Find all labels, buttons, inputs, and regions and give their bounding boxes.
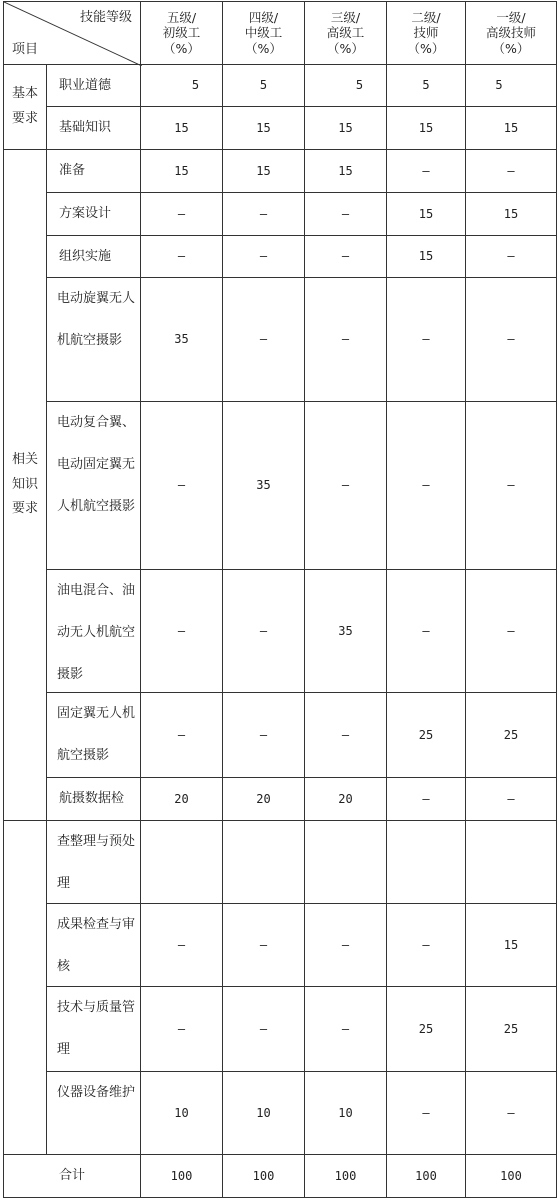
value-cell — [387, 693, 466, 778]
value-text: 25 — [418, 727, 434, 742]
value-text: 15 — [256, 163, 271, 178]
value-text: – — [422, 1105, 430, 1120]
value-text: 5 — [259, 78, 268, 93]
value-cell — [466, 150, 557, 193]
value-cell — [387, 987, 466, 1072]
item-label: 固定翼无人机航空摄影 — [57, 706, 136, 763]
value-text: 10 — [338, 1105, 353, 1120]
group-label-line: 要求 — [11, 111, 38, 126]
value-text: – — [341, 206, 350, 221]
value-text: 15 — [418, 206, 434, 221]
group-label-line: 知识 — [11, 476, 38, 492]
value-cell — [305, 107, 387, 150]
value-text: – — [422, 623, 430, 638]
item-label-cell — [47, 278, 141, 402]
value-cell — [387, 278, 466, 402]
value-text: 15 — [174, 163, 189, 178]
value-text: 15 — [418, 249, 434, 264]
item-label: 方案设计 — [59, 206, 112, 221]
value-text: 35 — [256, 478, 271, 493]
value-cell — [141, 987, 223, 1072]
value-text: 15 — [503, 120, 519, 135]
total-label: 合计 — [58, 1167, 85, 1183]
value-cell — [466, 1072, 557, 1155]
item-label-cell — [47, 693, 141, 778]
level-header-line: 五级/ — [166, 9, 197, 25]
value-text: – — [177, 1021, 186, 1036]
value-text: – — [507, 332, 515, 347]
total-value: 100 — [415, 1168, 437, 1183]
value-cell — [387, 904, 466, 987]
value-text: – — [507, 163, 515, 178]
item-label: 技术与质量管理 — [57, 1000, 136, 1057]
value-cell — [223, 107, 305, 150]
value-text: 5 — [495, 78, 503, 93]
value-cell — [305, 693, 387, 778]
header-corner-cell — [3, 1, 141, 65]
level-header-line: 二级/ — [411, 9, 441, 25]
value-cell — [305, 402, 387, 570]
value-text: 20 — [174, 791, 189, 806]
total-value: 100 — [252, 1168, 275, 1183]
value-cell — [141, 904, 223, 987]
total-value-cell — [141, 1155, 223, 1198]
item-label: 电动旋翼无人机航空摄影 — [57, 291, 136, 348]
level-header-line: 一级/ — [496, 9, 526, 25]
value-text: – — [259, 1021, 268, 1036]
value-text: 15 — [174, 120, 189, 135]
value-cell — [223, 150, 305, 193]
item-label: 电动复合翼、电动固定翼无人机航空摄影 — [57, 415, 136, 514]
value-cell — [223, 1072, 305, 1155]
value-text: – — [341, 249, 350, 264]
value-text: – — [177, 623, 186, 638]
value-cell — [387, 107, 466, 150]
value-text: – — [259, 937, 268, 952]
value-cell — [387, 570, 466, 693]
value-text: – — [341, 1021, 350, 1036]
value-cell — [305, 236, 387, 278]
value-cell — [141, 402, 223, 570]
total-value-cell — [387, 1155, 466, 1198]
item-label: 准备 — [59, 163, 86, 178]
item-label: 航摄数据检 — [59, 791, 125, 806]
group-cell-2 — [3, 150, 47, 821]
value-cell — [305, 821, 387, 904]
value-cell — [223, 821, 305, 904]
value-text: – — [422, 478, 430, 493]
value-cell — [223, 402, 305, 570]
group-label-line: 相关 — [11, 451, 38, 467]
value-cell — [387, 402, 466, 570]
level-header-line: （%） — [327, 40, 364, 56]
value-text: 35 — [338, 623, 353, 638]
value-cell — [141, 821, 223, 904]
value-text: – — [259, 623, 268, 638]
value-text: – — [259, 206, 268, 221]
corner-level-label: 技能等级 — [79, 10, 132, 25]
value-text: – — [177, 206, 186, 221]
value-text: – — [507, 249, 515, 264]
value-cell — [141, 65, 223, 107]
level-header-line: （%） — [407, 40, 445, 56]
corner-item-label: 项目 — [12, 41, 39, 57]
value-cell — [141, 236, 223, 278]
value-cell — [387, 1072, 466, 1155]
value-text: – — [177, 249, 186, 264]
group-label-line: 基本 — [11, 86, 38, 102]
total-value-cell — [466, 1155, 557, 1198]
item-label-cell — [47, 236, 141, 278]
value-cell — [223, 778, 305, 821]
value-text: 25 — [503, 727, 519, 742]
value-text: 5 — [422, 78, 430, 93]
value-text: 5 — [355, 78, 364, 93]
value-text: 35 — [174, 332, 189, 347]
level-header-line: 中级工 — [244, 25, 283, 41]
value-text: – — [341, 937, 350, 952]
item-label: 职业道德 — [59, 77, 112, 93]
value-text: 10 — [174, 1105, 189, 1120]
value-cell — [466, 987, 557, 1072]
value-cell — [466, 193, 557, 236]
value-text: 15 — [256, 120, 271, 135]
value-text: – — [507, 623, 515, 638]
item-label-cell — [47, 402, 141, 570]
level-header-2 — [223, 1, 305, 65]
value-cell — [305, 570, 387, 693]
value-cell — [466, 402, 557, 570]
value-text: 15 — [503, 937, 519, 952]
level-header-3 — [305, 1, 387, 65]
value-cell — [141, 1072, 223, 1155]
level-header-5 — [466, 1, 557, 65]
level-header-line: 初级工 — [162, 25, 201, 41]
value-text: 25 — [503, 1021, 519, 1036]
value-cell — [223, 693, 305, 778]
value-cell — [466, 278, 557, 402]
item-label-cell — [47, 1072, 141, 1155]
total-value: 100 — [500, 1168, 522, 1183]
value-cell — [305, 904, 387, 987]
value-cell — [305, 65, 387, 107]
value-cell — [305, 1072, 387, 1155]
value-text: – — [507, 791, 515, 806]
value-text: – — [259, 727, 268, 742]
level-header-line: 三级/ — [330, 9, 361, 25]
value-cell — [223, 987, 305, 1072]
item-label: 油电混合、油动无人机航空摄影 — [57, 583, 136, 682]
value-text: – — [422, 791, 430, 806]
total-value: 100 — [170, 1168, 193, 1183]
value-text: – — [507, 478, 515, 493]
item-label: 基础知识 — [59, 120, 112, 135]
value-text: – — [422, 937, 430, 952]
value-cell — [141, 778, 223, 821]
total-value-cell — [223, 1155, 305, 1198]
value-text: – — [177, 478, 186, 493]
value-cell — [466, 570, 557, 693]
value-cell — [466, 236, 557, 278]
value-cell — [223, 904, 305, 987]
value-cell — [141, 150, 223, 193]
value-cell — [223, 278, 305, 402]
value-cell — [466, 693, 557, 778]
value-cell — [305, 778, 387, 821]
value-text: – — [341, 332, 350, 347]
level-header-line: （%） — [492, 40, 530, 56]
value-text: 10 — [256, 1105, 271, 1120]
item-label-cell — [47, 904, 141, 987]
value-text: 15 — [418, 120, 434, 135]
item-label: 仪器设备维护 — [57, 1085, 136, 1100]
group-cell-1 — [3, 65, 47, 150]
value-cell — [223, 65, 305, 107]
value-cell — [466, 65, 557, 107]
value-cell — [305, 150, 387, 193]
value-cell — [466, 107, 557, 150]
item-label-cell — [47, 987, 141, 1072]
value-cell — [141, 107, 223, 150]
value-cell — [141, 570, 223, 693]
value-text: 20 — [256, 791, 271, 806]
level-header-line: 高级技师 — [485, 25, 536, 41]
value-cell — [141, 693, 223, 778]
item-label-cell — [47, 65, 141, 107]
value-text: – — [507, 1105, 515, 1120]
value-text: 15 — [338, 163, 353, 178]
level-header-line: 四级/ — [248, 9, 279, 25]
value-cell — [387, 150, 466, 193]
value-text: 15 — [503, 206, 519, 221]
value-text: 25 — [418, 1021, 434, 1036]
value-cell — [387, 236, 466, 278]
level-header-4 — [387, 1, 466, 65]
item-label-cell — [47, 107, 141, 150]
item-label-cell — [47, 778, 141, 821]
value-cell — [387, 193, 466, 236]
value-text: – — [422, 332, 430, 347]
value-text: – — [177, 727, 186, 742]
value-cell — [305, 193, 387, 236]
item-label-cell — [47, 570, 141, 693]
value-cell — [387, 65, 466, 107]
value-cell — [387, 821, 466, 904]
value-text: 20 — [338, 791, 353, 806]
value-cell — [466, 821, 557, 904]
value-text: – — [259, 332, 268, 347]
value-cell — [387, 778, 466, 821]
value-cell — [466, 904, 557, 987]
value-text: – — [259, 249, 268, 264]
value-text: 5 — [191, 78, 200, 93]
total-value: 100 — [334, 1168, 357, 1183]
level-header-line: 高级工 — [326, 25, 365, 41]
group-label-line: 要求 — [11, 501, 38, 517]
item-label-cell — [47, 193, 141, 236]
value-text: 15 — [338, 120, 353, 135]
group-cell-3 — [3, 821, 47, 1155]
value-text: – — [341, 478, 350, 493]
value-text: – — [177, 937, 186, 952]
item-label-cell — [47, 150, 141, 193]
item-label: 查整理与预处理 — [57, 834, 136, 891]
total-label-cell — [3, 1155, 141, 1198]
item-label: 组织实施 — [59, 248, 112, 264]
level-header-line: 技师 — [413, 25, 439, 41]
level-header-line: （%） — [163, 40, 200, 56]
item-label-cell — [47, 821, 141, 904]
value-cell — [223, 193, 305, 236]
total-value-cell — [305, 1155, 387, 1198]
value-cell — [305, 278, 387, 402]
value-text: – — [341, 727, 350, 742]
value-cell — [305, 987, 387, 1072]
level-header-line: （%） — [245, 40, 282, 56]
level-header-1 — [141, 1, 223, 65]
value-cell — [466, 778, 557, 821]
value-cell — [141, 193, 223, 236]
value-cell — [223, 570, 305, 693]
value-text: – — [422, 163, 430, 178]
item-label: 成果检查与审核 — [57, 917, 136, 974]
value-cell — [141, 278, 223, 402]
value-cell — [223, 236, 305, 278]
